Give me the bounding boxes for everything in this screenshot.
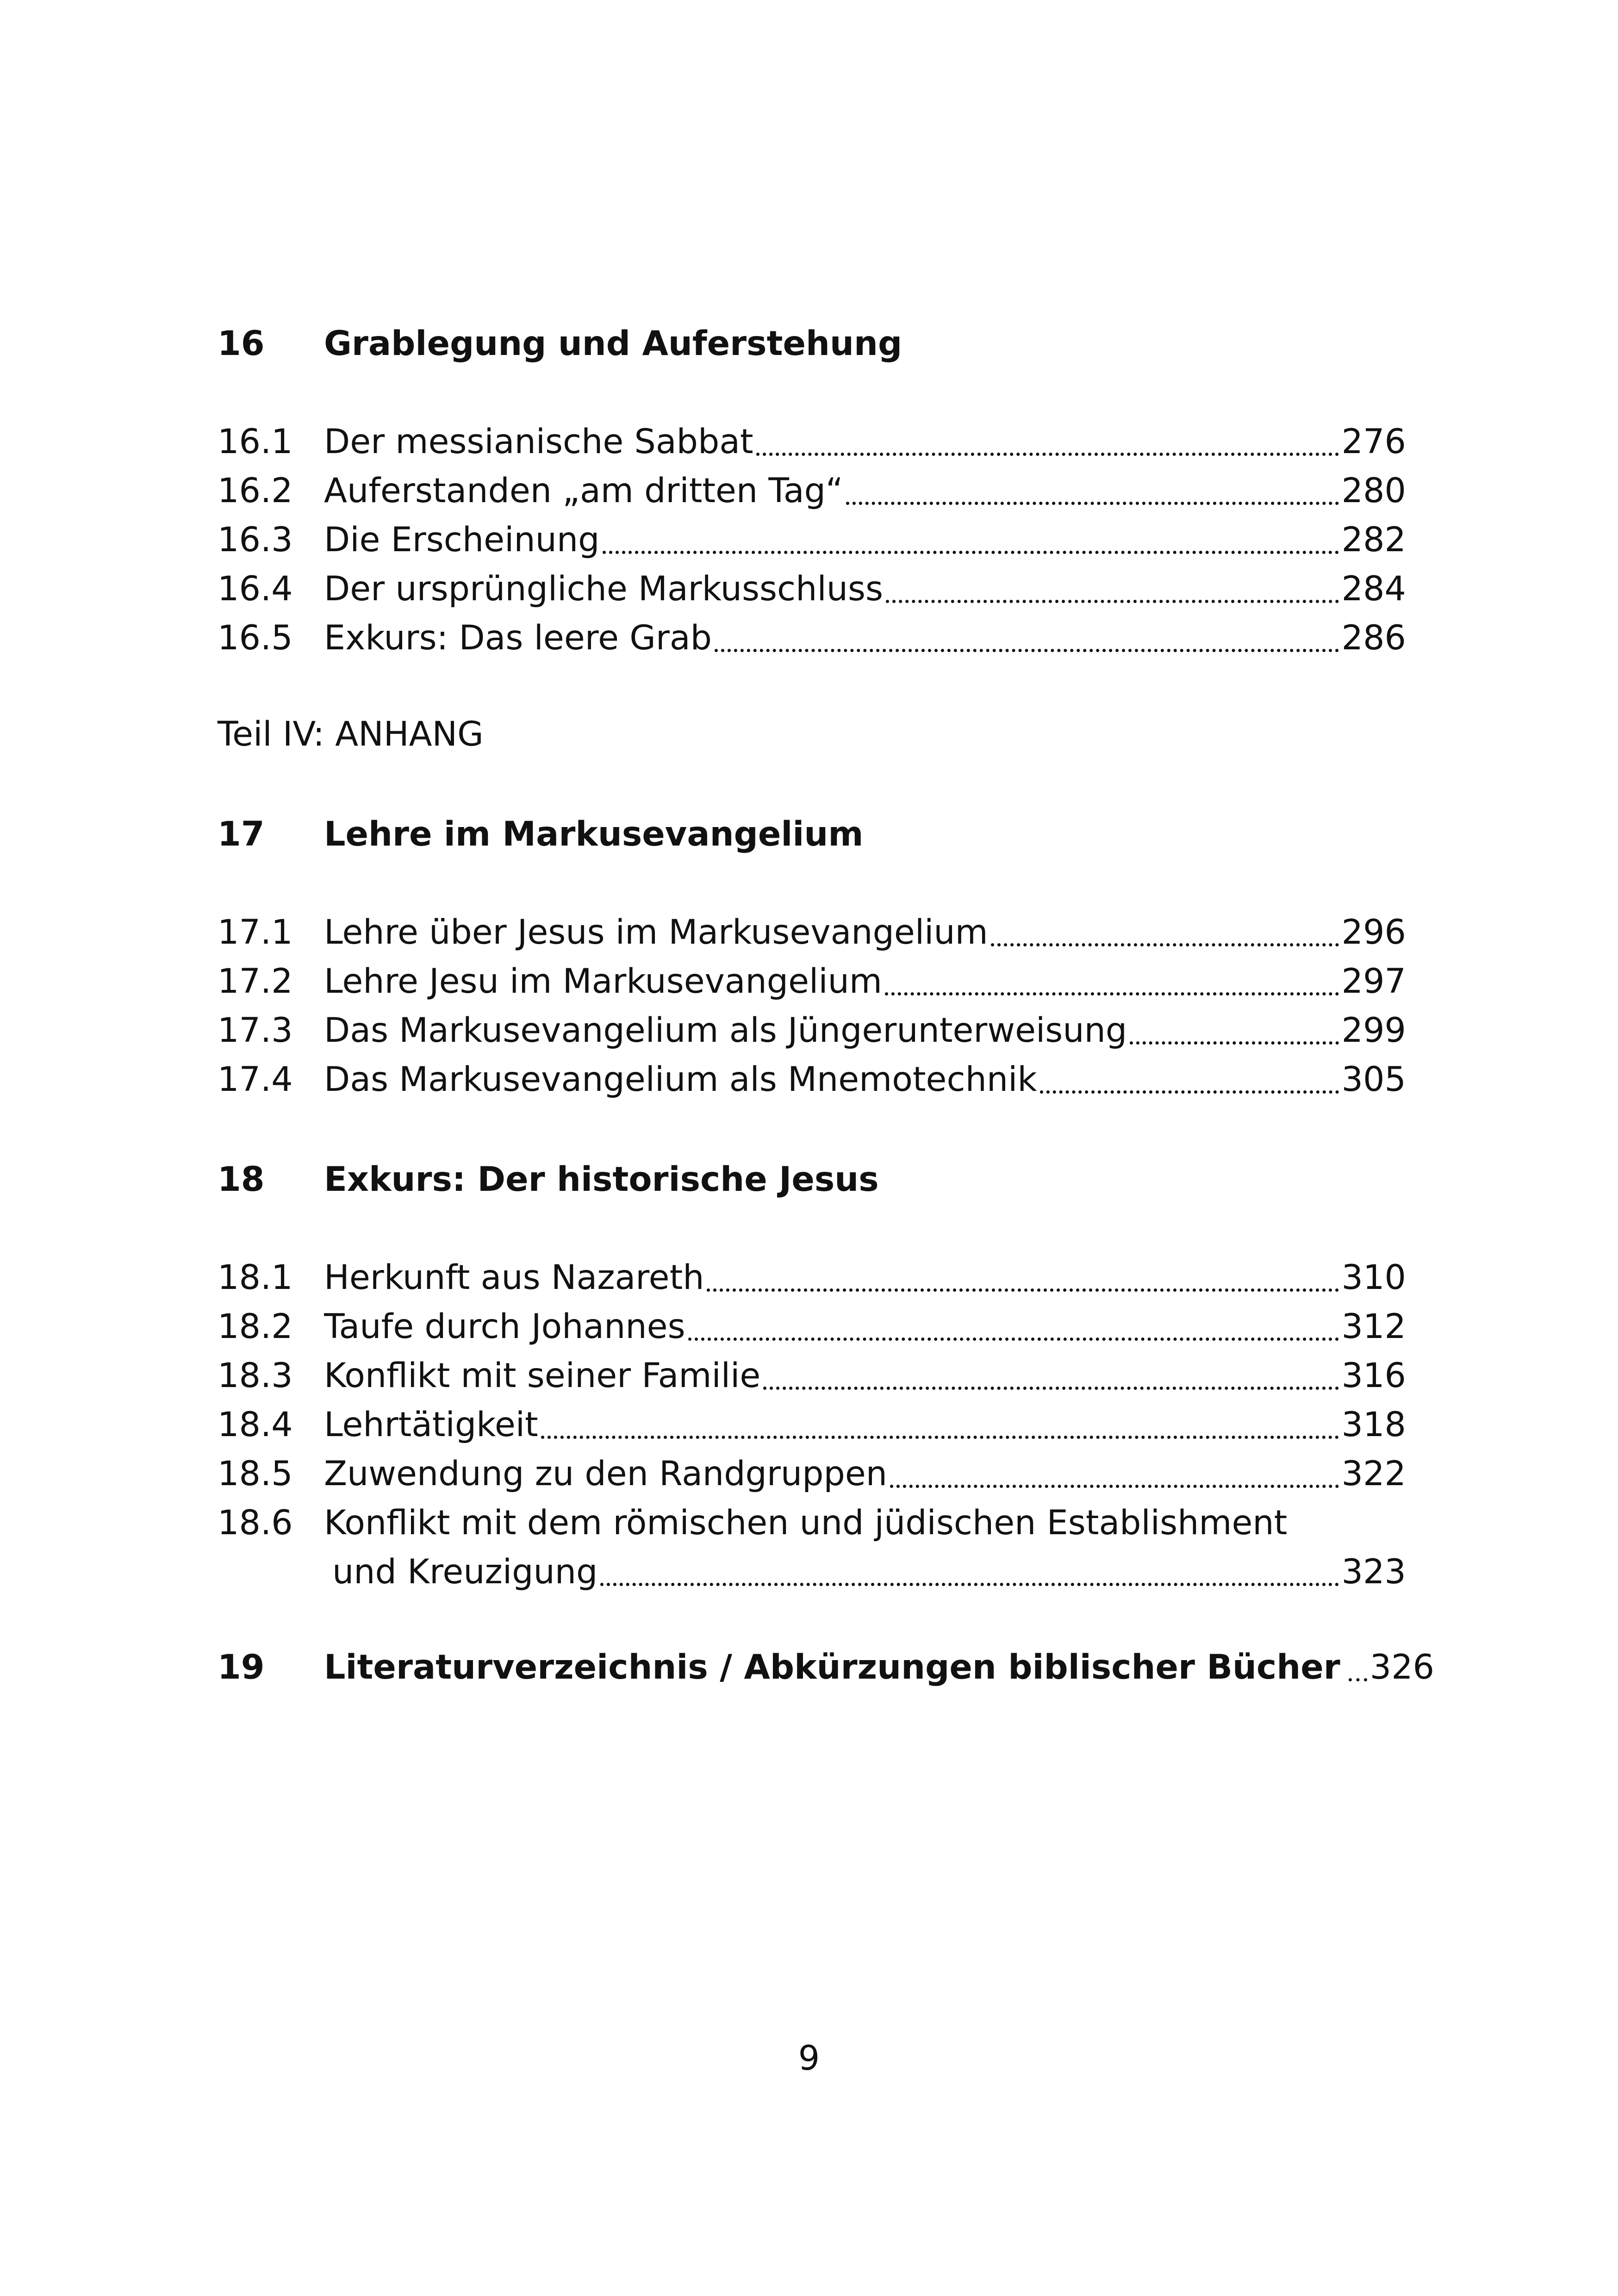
entry-title: Konflikt mit dem römischen und jüdischen Establishment: [324, 1503, 1288, 1543]
toc-entry: [218, 1400, 1406, 1450]
chapter-number: 17: [218, 815, 265, 854]
toc-entry-continuation: [218, 1548, 1406, 1597]
toc-entry: [218, 1450, 1406, 1499]
entry-page-number: 312: [1341, 1307, 1406, 1346]
entry-title: Das Markusevangelium als Jüngerunterweisung: [324, 1011, 1127, 1050]
page-number: 9: [798, 2039, 820, 2078]
toc-entry: [218, 614, 1406, 663]
chapter-title: Lehre im Markusevangelium: [324, 815, 864, 854]
dot-leader: [603, 551, 1339, 554]
entry-page-number: 299: [1341, 1011, 1406, 1050]
chapter-17-entries: [218, 908, 1406, 1104]
chapter-number: 19: [218, 1648, 265, 1687]
entry-title: Das Markusevangelium als Mnemotechnik: [324, 1060, 1037, 1099]
entry-page-number: 297: [1341, 962, 1406, 1001]
entry-title: Der ursprüngliche Markusschluss: [324, 569, 884, 609]
dot-leader: [715, 649, 1339, 652]
dot-leader: [991, 943, 1339, 946]
entry-title: Lehre über Jesus im Markusevangelium: [324, 913, 988, 952]
entry-number: 16.4: [218, 569, 293, 609]
entry-title-continued: und Kreuzigung: [332, 1552, 598, 1592]
toc-entry: [218, 1302, 1406, 1351]
toc-entry: [218, 467, 1406, 516]
entry-title: Der messianische Sabbat: [324, 422, 753, 461]
entry-page-number: 305: [1341, 1060, 1406, 1099]
chapter-heading-18: [218, 1155, 1406, 1204]
entry-page-number: 282: [1341, 520, 1406, 560]
toc-entry: [218, 957, 1406, 1006]
chapter-18-entries: [218, 1253, 1406, 1597]
entry-number: 18.4: [218, 1405, 293, 1444]
dot-leader: [688, 1338, 1339, 1341]
entry-number: 17.2: [218, 962, 293, 1001]
chapter-title: Literaturverzeichnis / Abkürzungen biblischer Bücher: [324, 1648, 1340, 1687]
entry-number: 17.3: [218, 1011, 293, 1050]
entry-number: 18.6: [218, 1503, 293, 1543]
chapter-page-number: 326: [1369, 1648, 1435, 1687]
dot-leader: [1130, 1041, 1338, 1045]
toc-entry: [218, 1006, 1406, 1055]
part-heading: Teil IV: ANHANG: [218, 715, 484, 754]
toc-entry: [218, 565, 1406, 614]
chapter-number: 16: [218, 324, 265, 363]
chapter-number: 18: [218, 1160, 265, 1199]
entry-page-number: 310: [1341, 1258, 1406, 1297]
dot-leader: [763, 1387, 1338, 1390]
entry-page-number: 296: [1341, 913, 1406, 952]
entry-page-number: 316: [1341, 1356, 1406, 1395]
dot-leader: [885, 992, 1339, 996]
entry-number: 16.1: [218, 422, 293, 461]
entry-number: 16.5: [218, 618, 293, 658]
entry-number: 18.3: [218, 1356, 293, 1395]
dot-leader: [541, 1436, 1339, 1439]
entry-number: 16.3: [218, 520, 293, 560]
chapter-heading-17: [218, 810, 1406, 859]
chapter-heading-19: [218, 1643, 1435, 1692]
entry-page-number: 286: [1341, 618, 1406, 658]
entry-page-number: 284: [1341, 569, 1406, 609]
chapter-heading-16: [218, 319, 1406, 368]
entry-page-number: 318: [1341, 1405, 1406, 1444]
toc-entry: [218, 1351, 1406, 1400]
entry-number: 18.1: [218, 1258, 293, 1297]
entry-page-number: 280: [1341, 471, 1406, 510]
entry-title: Herkunft aus Nazareth: [324, 1258, 704, 1297]
chapter-title: Grablegung und Auferstehung: [324, 324, 902, 363]
chapter-title: Exkurs: Der historische Jesus: [324, 1160, 879, 1199]
entry-title: Exkurs: Das leere Grab: [324, 618, 712, 658]
entry-page-number: 322: [1341, 1454, 1406, 1493]
entry-title: Die Erscheinung: [324, 520, 600, 560]
toc-entry: [218, 908, 1406, 957]
entry-number: 17.1: [218, 913, 293, 952]
dot-leader: [600, 1583, 1338, 1586]
entry-number: 16.2: [218, 471, 293, 510]
toc-entry: [218, 1055, 1406, 1104]
entry-title: Taufe durch Johannes: [324, 1307, 685, 1346]
toc-entry: [218, 1499, 1406, 1548]
toc-entry: [218, 1253, 1406, 1302]
entry-title: Lehre Jesu im Markusevangelium: [324, 962, 882, 1001]
toc-entry: [218, 417, 1406, 467]
entry-number: 18.2: [218, 1307, 293, 1346]
entry-title: Konflikt mit seiner Familie: [324, 1356, 761, 1395]
entry-title: Auferstanden „am dritten Tag“: [324, 471, 843, 510]
chapter-16-entries: [218, 417, 1406, 663]
entry-number: 18.5: [218, 1454, 293, 1493]
dot-leader: [756, 453, 1339, 456]
dot-leader: [707, 1288, 1338, 1292]
dot-leader: [1040, 1090, 1339, 1094]
dot-leader: [1349, 1678, 1367, 1681]
entry-title: Zuwendung zu den Randgruppen: [324, 1454, 888, 1493]
dot-leader: [886, 600, 1339, 603]
table-of-contents: [218, 319, 1435, 1692]
entry-number: 17.4: [218, 1060, 293, 1099]
dot-leader: [890, 1485, 1339, 1488]
toc-entry: [218, 516, 1406, 565]
entry-page-number: 276: [1341, 422, 1406, 461]
entry-page-number: 323: [1341, 1552, 1406, 1592]
entry-title: Lehrtätigkeit: [324, 1405, 538, 1444]
dot-leader: [846, 502, 1339, 505]
